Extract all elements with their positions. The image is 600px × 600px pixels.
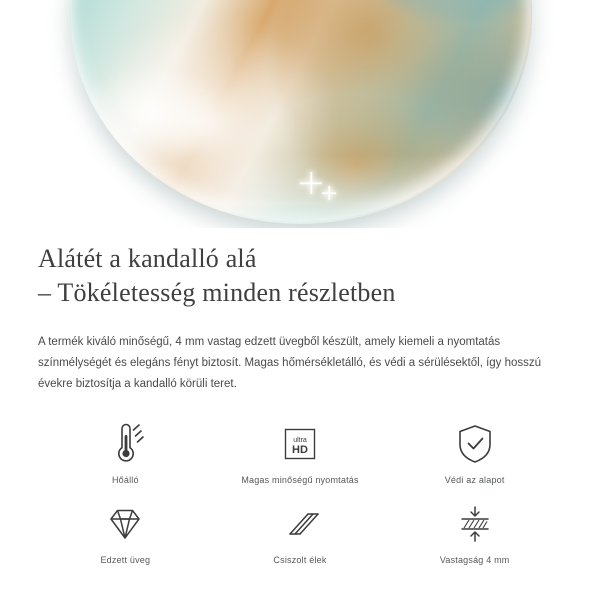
feature-label: Csiszolt élek (273, 555, 327, 565)
feature-item-thickness (387, 501, 562, 565)
polished-edges-icon (278, 501, 322, 547)
feature-label: Magas minőségű nyomtatás (241, 475, 359, 485)
feature-item-print-quality (213, 421, 388, 485)
feature-item-heat-resistant (38, 421, 213, 485)
diamond-icon (103, 501, 147, 547)
shield-check-icon (454, 421, 496, 467)
feature-item-protects-surface (387, 421, 562, 485)
feature-grid (38, 421, 562, 565)
feature-item-polished-edges (213, 501, 388, 565)
feature-label: Védi az alapot (444, 475, 505, 485)
round-glass-plate (70, 0, 532, 224)
product-description: A termék kiváló minőségű, 4 mm vastag edzett üvegből készült, amely kiemeli a nyomtatás színmélységét és elegáns fényt biztosít. Magas hőmérsékletálló, és védi a sérülésektől, így hosszú évekre biztosítja a kandalló körüli teret. (38, 336, 542, 390)
feature-label: Hőálló (111, 475, 139, 485)
content-area (0, 242, 600, 565)
page-title (38, 242, 562, 310)
feature-item-tempered-glass (38, 501, 213, 565)
feature-label: Vastagság 4 mm (439, 555, 510, 565)
svg-text:HD: HD (292, 444, 308, 456)
feature-label: Edzett üveg (100, 555, 151, 565)
headline-line-2: – Tökéletesség minden részletben (38, 278, 396, 307)
svg-text:ultra: ultra (293, 437, 307, 444)
ultra-hd-icon (279, 421, 321, 467)
headline-line-1: Alátét a kandalló alá (38, 244, 257, 273)
hero-image (0, 0, 600, 228)
thickness-icon (453, 501, 497, 547)
thermometer-icon (105, 421, 145, 467)
